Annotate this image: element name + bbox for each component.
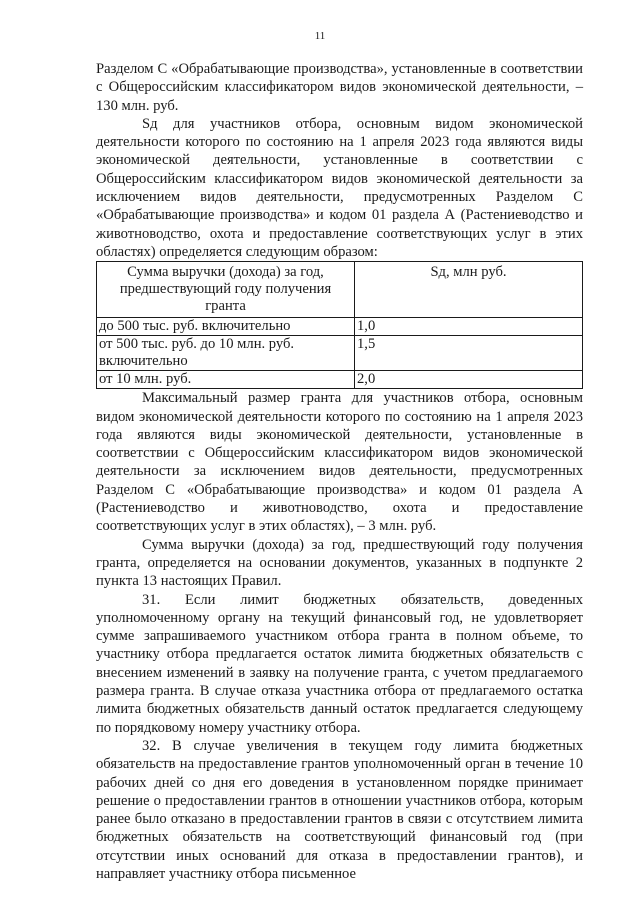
document-body (96, 60, 583, 883)
table-cell: от 10 млн. руб. (97, 371, 355, 389)
paragraph-item-32: 32. В случае увеличения в текущем году лимита бюджетных обязательств на предоставление грантов уполномоченный орган в течение 10 рабочих дней со дня его доведения в установленном порядке принимает решение о предоставлении грантов в отношении участников отбора, которым ранее было отказано в предоставлении грантов в связи с отсутствием лимита бюджетных обязательств на соответствующий финансовый год (при отсутствии иных оснований для отказа в предоставлении грантов), и направляет участнику отбора письменное (96, 737, 583, 882)
page-number: 11 (314, 30, 326, 42)
paragraph: Sд для участников отбора, основным видом экономической деятельности которого по состоянию на 1 апреля 2023 года являются виды экономической деятельности, установленные в соответствии с Общероссийским классификатором видов экономической деятельности за исключением видов деятельности, предусмотренных Разделом С «Обрабатывающие производства» и кодом 01 раздела А (Растениеводство и животноводство, охота и предоставление соответствующих услуг в этих областях) определяется следующим образом: (96, 115, 583, 260)
table-row (97, 318, 583, 336)
table-header-row (97, 262, 583, 318)
table-cell: от 500 тыс. руб. до 10 млн. руб. включительно (97, 336, 355, 371)
paragraph-item-31: 31. Если лимит бюджетных обязательств, доведенных уполномоченному органу на текущий финансовый год, не удовлетворяет сумме запрашиваемого участником отбора гранта в полном объеме, то участнику отбора предлагается остаток лимита бюджетных обязательств с внесением изменений в заявку на получение гранта, с учетом предлагаемого размера гранта. В случае отказа участника отбора от предлагаемого остатка лимита бюджетных обязательств данный остаток предлагается следующему по порядковому номеру участнику отбора. (96, 591, 583, 736)
paragraph: Максимальный размер гранта для участников отбора, основным видом экономической деятельности которого по состоянию на 1 апреля 2023 года являются виды экономической деятельности, установленные в соответствии с Общероссийским классификатором видов экономической деятельности за исключением видов деятельности, предусмотренных Разделом С «Обрабатывающие производства» и кодом 01 раздела А (Растениеводство и животноводство, охота и предоставление соответствующих услуг в этих областях), – 3 млн. руб. (96, 390, 583, 535)
table-row (97, 371, 583, 389)
table-header-revenue: Сумма выручки (дохода) за год, предшествующий году получения гранта (97, 262, 355, 318)
table-cell: 1,0 (355, 318, 583, 336)
revenue-table (96, 261, 583, 389)
paragraph: Разделом С «Обрабатывающие производства», установленные в соответствии с Общероссийским классификатором видов экономической деятельности, – 130 млн. руб. (96, 61, 583, 114)
table-row (97, 336, 583, 371)
paragraph: Сумма выручки (дохода) за год, предшествующий году получения гранта, определяется на основании документов, указанных в подпункте 2 пункта 13 настоящих Правил. (96, 536, 583, 590)
table-cell: 1,5 (355, 336, 583, 371)
table-cell: 2,0 (355, 371, 583, 389)
table-header-sd: Sд, млн руб. (355, 262, 583, 318)
table-cell: до 500 тыс. руб. включительно (97, 318, 355, 336)
